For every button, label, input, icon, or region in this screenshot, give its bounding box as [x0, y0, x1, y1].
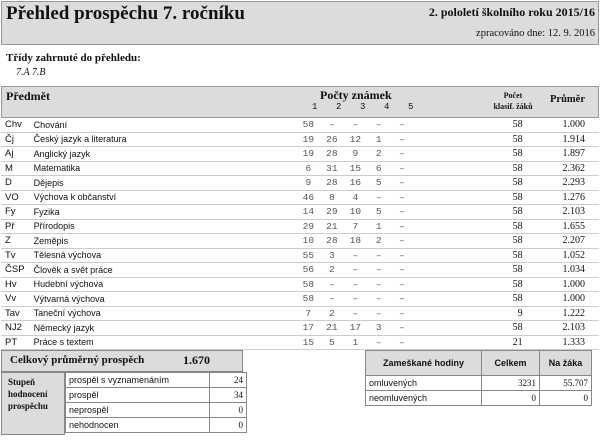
grade-count-1: 46: [297, 190, 321, 205]
grade-count-5: –: [390, 263, 413, 278]
table-row: [1, 292, 599, 307]
absences-row-per-pupil: 0: [540, 391, 592, 406]
subject-code: Aj: [1, 147, 34, 162]
grade-count-3: 4: [344, 190, 368, 205]
subject-average: 1.000: [523, 118, 599, 132]
grade-count-3: 18: [344, 234, 368, 249]
table-row: [1, 118, 599, 132]
progress-row-label: nehodnocen: [66, 418, 210, 433]
table-row: [1, 132, 599, 147]
grade-count-1: 10: [297, 234, 321, 249]
grade-count-1: 14: [297, 205, 321, 220]
header-average: Průměr: [550, 94, 585, 105]
subject-average: 2.103: [523, 205, 599, 220]
subject-name: Práce s textem: [34, 335, 297, 350]
grade-count-1: 7: [297, 306, 321, 321]
subject-code: ČSP: [1, 263, 34, 278]
subject-name: Český jazyk a literatura: [34, 132, 297, 147]
grade-count-1: 19: [297, 132, 321, 147]
grade-count-3: 9: [344, 147, 368, 162]
subject-code: VO: [1, 190, 34, 205]
subject-code: Př: [1, 219, 34, 234]
table-row: [1, 263, 599, 278]
grade-count-2: 2: [320, 306, 344, 321]
progress-row-label: prospěl: [66, 388, 210, 403]
header-grade-3: 3: [360, 102, 366, 112]
grade-count-3: 16: [344, 176, 368, 191]
table-header-row: [366, 351, 592, 376]
grade-count-2: –: [320, 277, 344, 292]
progress-label-line3: prospěchu: [8, 401, 48, 411]
absences-row-label: neomluvených: [366, 391, 482, 406]
subject-name: Anglický jazyk: [34, 147, 297, 162]
grade-count-4: –: [367, 190, 390, 205]
spacer-cell: [414, 132, 484, 147]
header-grade-2: 2: [336, 102, 342, 112]
pupil-count: 21: [484, 335, 523, 350]
grade-count-2: 28: [320, 147, 344, 162]
grade-count-5: –: [390, 190, 413, 205]
overall-average-value: 1.670: [183, 353, 210, 367]
progress-row-value: 0: [210, 418, 247, 433]
pupil-count: 58: [484, 263, 523, 278]
grade-count-3: –: [344, 118, 368, 132]
subject-code: Hv: [1, 277, 34, 292]
pupil-count: 58: [484, 176, 523, 191]
grade-count-1: 55: [297, 248, 321, 263]
spacer-cell: [414, 248, 484, 263]
subject-name: Taneční výchova: [34, 306, 297, 321]
grade-count-4: 6: [367, 161, 390, 176]
absences-table: [365, 350, 592, 406]
table-row: [66, 403, 247, 418]
grade-count-5: –: [390, 161, 413, 176]
table-row: [1, 335, 599, 350]
classes-value: 7.A 7.B: [16, 67, 46, 78]
spacer-cell: [414, 277, 484, 292]
grades-table: [1, 118, 599, 350]
grade-count-5: –: [390, 132, 413, 147]
grade-count-4: –: [367, 306, 390, 321]
grade-count-4: 5: [367, 176, 390, 191]
table-row: [66, 418, 247, 433]
grade-count-2: 21: [320, 321, 344, 336]
pupil-count: 58: [484, 147, 523, 162]
grade-count-1: 19: [297, 147, 321, 162]
spacer-cell: [414, 335, 484, 350]
progress-row-value: 34: [210, 388, 247, 403]
pupil-count: 58: [484, 205, 523, 220]
subject-name: Zeměpis: [34, 234, 297, 249]
table-row: [1, 147, 599, 162]
subject-average: 2.207: [523, 234, 599, 249]
table-row: [1, 277, 599, 292]
grade-count-3: 12: [344, 132, 368, 147]
grade-count-4: –: [367, 248, 390, 263]
grade-count-4: 1: [367, 219, 390, 234]
spacer-cell: [414, 161, 484, 176]
subject-name: Německý jazyk: [34, 321, 297, 336]
grade-count-2: 3: [320, 248, 344, 263]
subject-average: 1.655: [523, 219, 599, 234]
pupil-count: 58: [484, 234, 523, 249]
grade-count-5: –: [390, 118, 413, 132]
grade-count-2: 2: [320, 263, 344, 278]
subject-name: Fyzika: [34, 205, 297, 220]
grade-count-3: 10: [344, 205, 368, 220]
pupil-count: 58: [484, 118, 523, 132]
grade-count-3: –: [344, 292, 368, 307]
subject-code: Vv: [1, 292, 34, 307]
grade-count-5: –: [390, 219, 413, 234]
subject-name: Hudební výchova: [34, 277, 297, 292]
grade-count-4: 5: [367, 205, 390, 220]
grade-count-1: 58: [297, 118, 321, 132]
subject-name: Přírodopis: [34, 219, 297, 234]
subject-code: NJ2: [1, 321, 34, 336]
subject-name: Výtvarná výchova: [34, 292, 297, 307]
spacer-cell: [414, 190, 484, 205]
table-row: [1, 205, 599, 220]
absences-row-per-pupil: 55.707: [540, 376, 592, 391]
spacer-cell: [414, 306, 484, 321]
header-subject: Předmět: [6, 89, 50, 103]
grade-count-5: –: [390, 176, 413, 191]
table-row: [1, 190, 599, 205]
grade-count-3: –: [344, 263, 368, 278]
grade-count-4: 2: [367, 147, 390, 162]
subject-average: 2.362: [523, 161, 599, 176]
pupil-count: 58: [484, 292, 523, 307]
subject-average: 2.293: [523, 176, 599, 191]
grade-count-3: –: [344, 306, 368, 321]
grade-count-2: 26: [320, 132, 344, 147]
grade-count-5: –: [390, 147, 413, 162]
subject-average: 1.897: [523, 147, 599, 162]
grade-count-1: 58: [297, 292, 321, 307]
grade-count-3: –: [344, 248, 368, 263]
header-pupil-count-line2: klasif. žáků: [493, 102, 533, 111]
spacer-cell: [414, 176, 484, 191]
grade-count-3: 15: [344, 161, 368, 176]
subject-name: Dějepis: [34, 176, 297, 191]
progress-label-line1: Stupeň: [8, 377, 36, 387]
grade-count-5: –: [390, 248, 413, 263]
grade-count-4: –: [367, 292, 390, 307]
grade-count-2: 31: [320, 161, 344, 176]
grade-count-5: –: [390, 321, 413, 336]
table-row: [1, 219, 599, 234]
grade-count-1: 17: [297, 321, 321, 336]
table-row: [1, 176, 599, 191]
subject-average: 1.333: [523, 335, 599, 350]
progress-label-line2: hodnocení: [8, 389, 48, 399]
table-row: [66, 373, 247, 388]
grade-count-1: 58: [297, 277, 321, 292]
spacer-cell: [414, 292, 484, 307]
grade-count-4: –: [367, 263, 390, 278]
subject-name: Člověk a svět práce: [34, 263, 297, 278]
grade-count-2: 28: [320, 176, 344, 191]
absences-row-total: 3231: [482, 376, 540, 391]
table-row: [1, 161, 599, 176]
grade-count-1: 9: [297, 176, 321, 191]
subject-code: Čj: [1, 132, 34, 147]
grade-count-4: –: [367, 335, 390, 350]
classes-heading: Třídy zahrnuté do přehledu:: [6, 52, 141, 64]
progress-row-label: neprospěl: [66, 403, 210, 418]
header-pupil-count-line1: Počet: [503, 91, 523, 100]
absences-header-total: Celkem: [482, 351, 540, 376]
absences-row-label: omluvených: [366, 376, 482, 391]
pupil-count: 58: [484, 190, 523, 205]
subject-average: 1.000: [523, 277, 599, 292]
grade-count-2: 5: [320, 335, 344, 350]
progress-row-value: 24: [210, 373, 247, 388]
grade-count-2: –: [320, 118, 344, 132]
grade-count-1: 29: [297, 219, 321, 234]
pupil-count: 58: [484, 277, 523, 292]
spacer-cell: [414, 147, 484, 162]
progress-label: [1, 372, 65, 435]
subject-code: Tav: [1, 306, 34, 321]
pupil-count: 58: [484, 219, 523, 234]
subject-name: Chování: [34, 118, 297, 132]
pupil-count: 58: [484, 321, 523, 336]
header-grade-5: 5: [408, 102, 414, 112]
subject-name: Výchova k občanství: [34, 190, 297, 205]
grade-count-4: 1: [367, 132, 390, 147]
progress-row-value: 0: [210, 403, 247, 418]
subject-code: M: [1, 161, 34, 176]
subject-name: Matematika: [34, 161, 297, 176]
subject-code: Z: [1, 234, 34, 249]
absences-row-total: 0: [482, 391, 540, 406]
absences-header-hours: Zameškané hodiny: [366, 351, 482, 376]
term-label: 2. pololetí školního roku 2015/16: [428, 5, 595, 19]
subject-average: 1.000: [523, 292, 599, 307]
grade-count-1: 6: [297, 161, 321, 176]
grade-count-5: –: [390, 306, 413, 321]
grade-count-3: –: [344, 277, 368, 292]
spacer-cell: [414, 321, 484, 336]
spacer-cell: [414, 263, 484, 278]
absences-header-per-pupil: Na žáka: [540, 351, 592, 376]
grade-count-3: 1: [344, 335, 368, 350]
progress-table: [65, 372, 247, 433]
header-pupil-count: [483, 90, 543, 112]
header-grade-1: 1: [312, 102, 318, 112]
subject-average: 1.914: [523, 132, 599, 147]
subject-code: Chv: [1, 118, 34, 132]
grade-count-4: 2: [367, 234, 390, 249]
grade-count-1: 56: [297, 263, 321, 278]
subject-average: 2.103: [523, 321, 599, 336]
pupil-count: 58: [484, 161, 523, 176]
subject-average: 1.276: [523, 190, 599, 205]
table-row: [1, 321, 599, 336]
pupil-count: 58: [484, 132, 523, 147]
grade-count-4: 3: [367, 321, 390, 336]
subject-name: Tělesná výchova: [34, 248, 297, 263]
table-row: [1, 248, 599, 263]
table-row: [1, 306, 599, 321]
grade-count-5: –: [390, 234, 413, 249]
grade-count-2: 29: [320, 205, 344, 220]
table-row: [366, 376, 592, 391]
pupil-count: 58: [484, 248, 523, 263]
spacer-cell: [414, 219, 484, 234]
subject-average: 1.222: [523, 306, 599, 321]
header-grade-counts: Počty známek: [320, 88, 392, 102]
table-row: [366, 391, 592, 406]
subject-code: D: [1, 176, 34, 191]
subject-average: 1.034: [523, 263, 599, 278]
grade-count-5: –: [390, 292, 413, 307]
grade-count-5: –: [390, 205, 413, 220]
subject-code: Fy: [1, 205, 34, 220]
progress-row-label: prospěl s vyznamenáním: [66, 373, 210, 388]
subject-code: PT: [1, 335, 34, 350]
grade-count-3: 17: [344, 321, 368, 336]
grade-count-2: 21: [320, 219, 344, 234]
grade-count-2: –: [320, 292, 344, 307]
subject-code: Tv: [1, 248, 34, 263]
grade-count-4: –: [367, 118, 390, 132]
grade-count-2: 8: [320, 190, 344, 205]
header-grade-4: 4: [384, 102, 390, 112]
grade-count-3: 7: [344, 219, 368, 234]
pupil-count: 9: [484, 306, 523, 321]
processed-date: zpracováno dne: 12. 9. 2016: [476, 28, 595, 39]
spacer-cell: [414, 205, 484, 220]
spacer-cell: [414, 118, 484, 132]
page-title: Přehled prospěchu 7. ročníku: [6, 3, 245, 24]
grade-count-1: 15: [297, 335, 321, 350]
overall-average-label: Celkový průměrný prospěch: [10, 354, 145, 366]
grade-count-2: 28: [320, 234, 344, 249]
table-row: [1, 234, 599, 249]
grade-count-4: –: [367, 277, 390, 292]
table-row: [66, 388, 247, 403]
spacer-cell: [414, 234, 484, 249]
grade-count-5: –: [390, 335, 413, 350]
grade-count-5: –: [390, 277, 413, 292]
subject-average: 1.052: [523, 248, 599, 263]
